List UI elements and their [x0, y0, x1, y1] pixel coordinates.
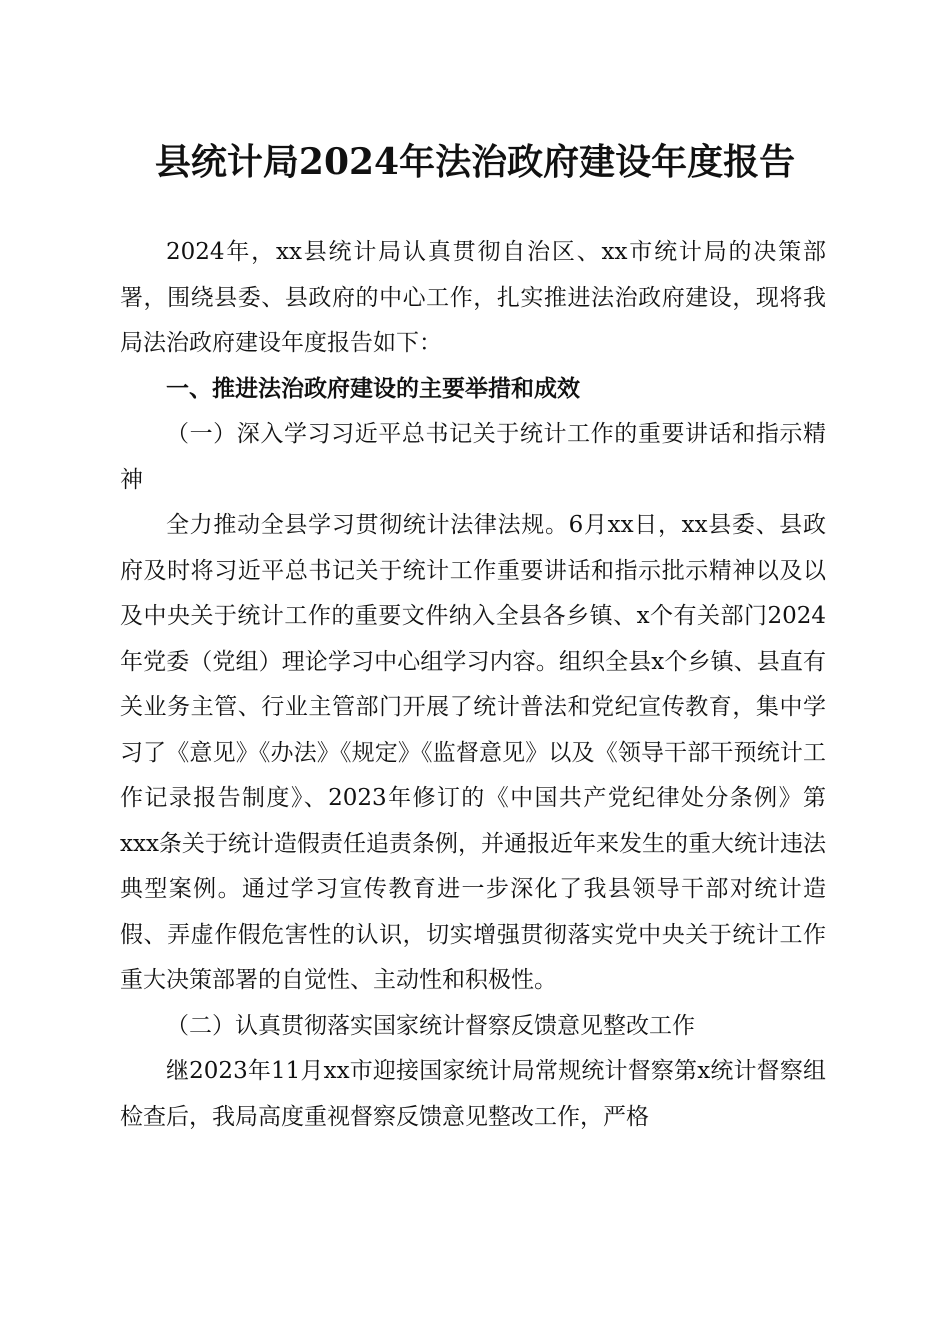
subsection-heading-1: （一）深入学习习近平总书记关于统计工作的重要讲话和指示精神: [120, 421, 826, 493]
body-paragraph-2: 继2023年11月xx市迎接国家统计局常规统计督察第x统计督察组检查后，我局高度重视督察反馈意见整改工作，严格: [120, 1058, 826, 1130]
subsection-heading-2: （二）认真贯彻落实国家统计督察反馈意见整改工作: [166, 1012, 695, 1039]
body-paragraph-1: 全力推动全县学习贯彻统计法律法规。6月xx日，xx县委、县政府及时将习近平总书记关于统计工作重要讲话和指示批示精神以及以及中央关于统计工作的重要文件纳入全县各乡镇、x个有关部门2024年党委（党组）理论学习中心组学习内容。组织全县x个乡镇、县直有关业务主管、行业主管部门开展了统计普法和党纪宣传教育，集中学习了《意见》《办法》《规定》《监督意见》以及《领导干部干预统计工作记录报告制度》、2023年修订的《中国共产党纪律处分条例》第xxx条关于统计造假责任追责条例，并通报近年来发生的重大统计违法典型案例。通过学习宣传教育进一步深化了我县领导干部对统计造假、弄虚作假危害性的认识，切实增强贯彻落实党中央关于统计工作重大决策部署的自觉性、主动性和积极性。: [120, 512, 826, 993]
intro-paragraph: 2024年，xx县统计局认真贯彻自治区、xx市统计局的决策部署，围绕县委、县政府的中心工作，扎实推进法治政府建设，现将我局法治政府建设年度报告如下：: [120, 239, 826, 356]
section-heading-1: 一、推进法治政府建设的主要举措和成效: [166, 375, 580, 402]
document-body: [120, 230, 826, 1140]
document-title: 县统计局2024年法治政府建设年度报告: [154, 141, 796, 183]
